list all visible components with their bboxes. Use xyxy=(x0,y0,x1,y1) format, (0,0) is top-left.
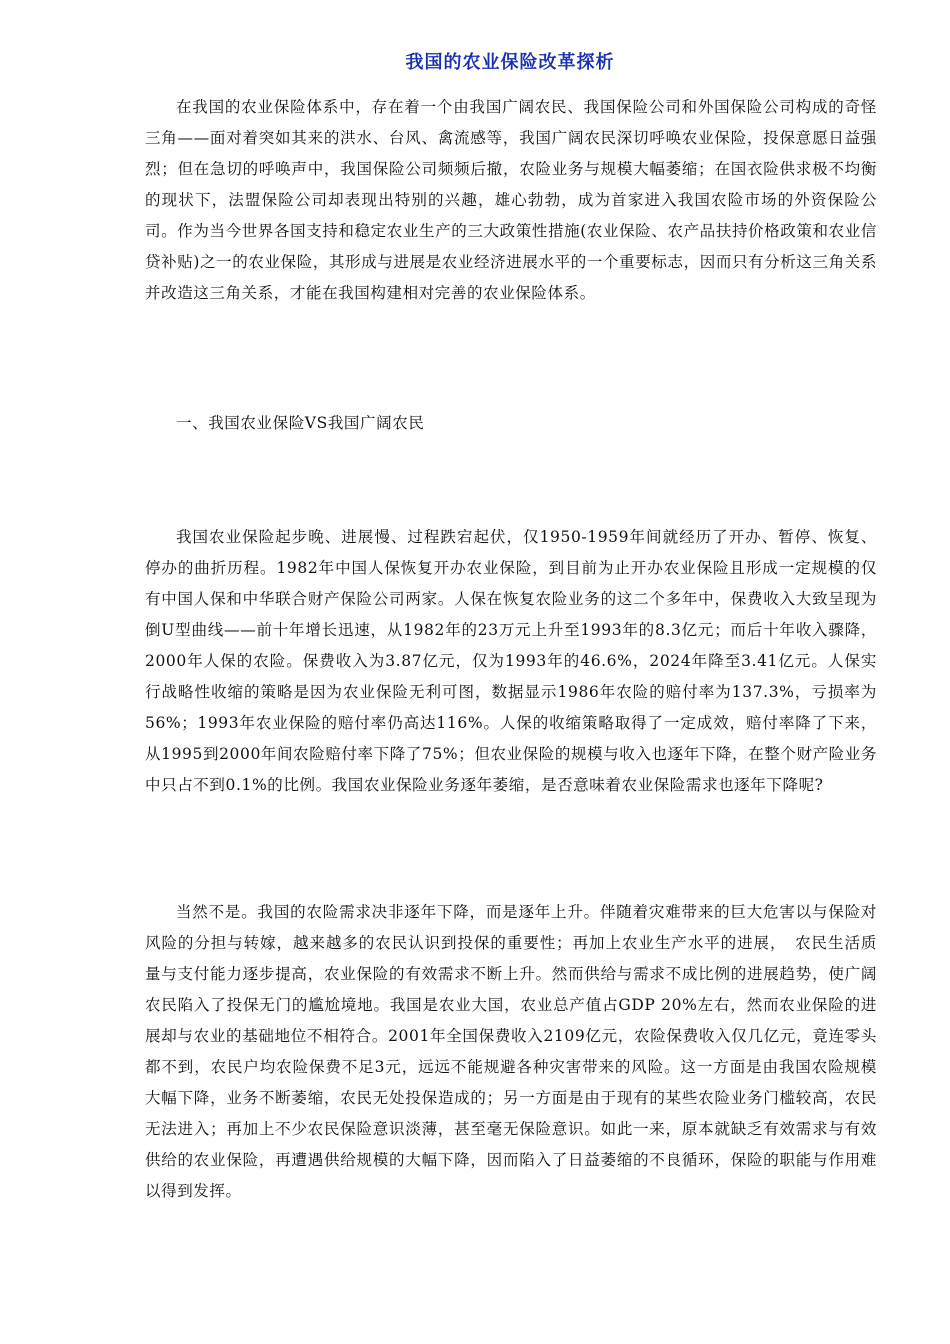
intro-paragraph: 在我国的农业保险体系中，存在着一个由我国广阔农民、我国保险公司和外国保险公司构成的奇怪三角——面对着突如其来的洪水、台风、禽流感等，我国广阔农民深切呼唤农业保险，投保意愿日益强烈；但在急切的呼唤声中，我国保险公司频频后撤，农险业务与规模大幅萎缩；在国衣险供求极不均衡的现状下，法盟保险公司却表现出特别的兴趣，雄心勃勃，成为首家进入我国农险市场的外资保险公司。作为当今世界各国支持和稳定农业生产的三大政策性措施(农业保险、农产品扶持价格政策和农业信贷补贴)之一的农业保险，其形成与进展是农业经济进展水平的一个重要标志，因而只有分析这三角关系并改造这三角关系，才能在我国构建相对完善的农业保险体系。 xyxy=(145,98,877,302)
section-heading: 一、我国农业保险VS我国广阔农民 xyxy=(176,414,425,432)
document-title: 我国的农业保险改革探析 xyxy=(405,52,615,73)
body-paragraph-3: 当然不是。我国的农险需求决非逐年下降，而是逐年上升。伴随着灾难带来的巨大危害以与保险对风险的分担与转嫁，越来越多的农民认识到投保的重要性；再加上农业生产水平的进展， 农民生活质量与支付能力逐步提高，农业保险的有效需求不断上升。然而供给与需求不成比例的进展趋势，使广阔农民陷入了投保无门的尴尬境地。我国是农业大国，农业总产值占GDP 20%左右，然而农业保险的进展却与农业的基础地位不相符合。2001年全国保费收入2109亿元，农险保费收入仅几亿元，竟连零头都不到，农民户均农险保费不足3元，远远不能规避各种灾害带来的风险。这一方面是由我国农险规模大幅下降，业务不断萎缩，农民无处投保造成的；另一方面是由于现有的某些农险业务门槛较高，农民无法进入；再加上不少农民保险意识淡薄，甚至毫无保险意识。如此一来，原本就缺乏有效需求与有效供给的农业保险，再遭遇供给规模的大幅下降，因而陷入了日益萎缩的不良循环，保险的职能与作用难以得到发挥。 xyxy=(145,903,877,1200)
body-paragraph-2: 我国农业保险起步晚、进展慢、过程跌宕起伏，仅1950-1959年间就经历了开办、暂停、恢复、停办的曲折历程。1982年中国人保恢复开办农业保险，到目前为止开办农业保险且形成一定规模的仅有中国人保和中华联合财产保险公司两家。人保在恢复农险业务的这二个多年中，保费收入大致呈现为倒U型曲线——前十年增长迅速，从1982年的23万元上升至1993年的8.3亿元；而后十年收入骤降，2000年人保的农险。保费收入为3.87亿元，仅为1993年的46.6%，2024年降至3.41亿元。人保实行战略性收缩的策略是因为农业保险无利可图，数据显示1986年农险的赔付率为137.3%，亏损率为56%；1993年农业保险的赔付率仍高达116%。人保的收缩策略取得了一定成效，赔付率降了下来，从1995到2000年间农险赔付率下降了75%；但农业保险的规模与收入也逐年下降，在整个财产险业务中只占不到0.1%的比例。我国农业保险业务逐年萎缩，是否意味着农业保险需求也逐年下降呢? xyxy=(145,528,877,794)
